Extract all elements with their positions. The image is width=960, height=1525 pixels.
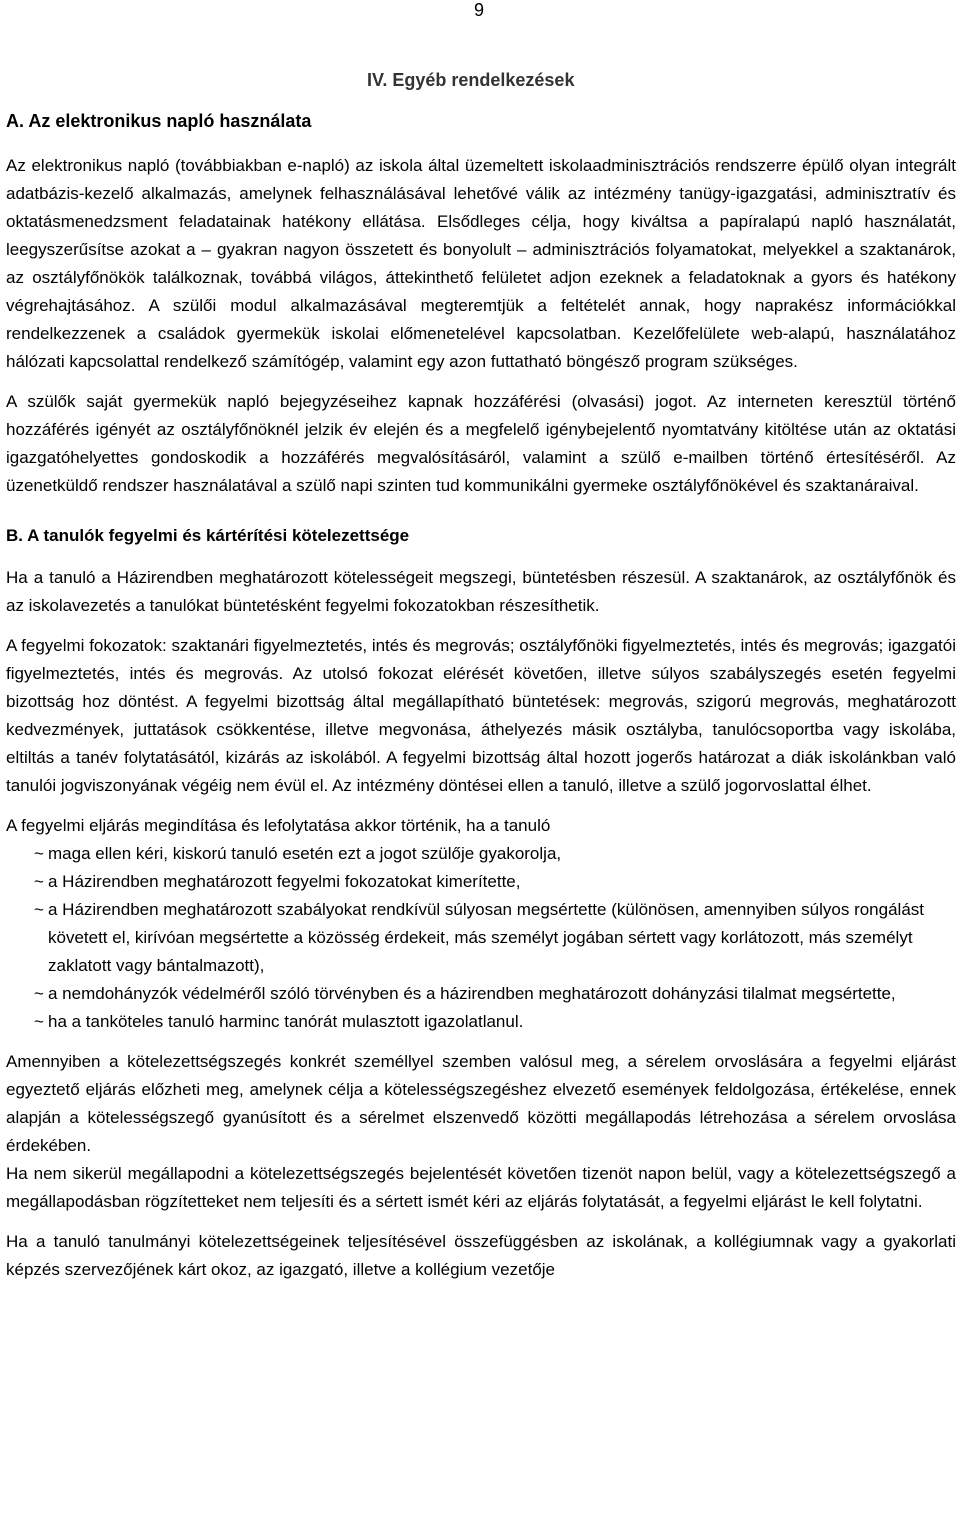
tilde-bullet: ~ — [34, 900, 44, 919]
section-a-paragraph-1: Az elektronikus napló (továbbiakban e-napló) az iskola által üzemeltett iskolaadminisztrációs rendszerre épülő olyan integrált adatbázis-kezelő alkalmazás, amelynek felhasználásával lehetővé válik az intézmény tanügy-igazgatási, adminisztratív és oktatásmenedzsment feladatainak hatékony ellátása. Elsődleges célja, hogy kiváltsa a papíralapú napló használatát, leegyszerűsítse azokat a – gyakran nagyon összetett és bonyolult – adminisztrációs folyamatokat, melyekkel a szaktanárok, az osztályfőnökök találkoznak, továbbá világos, áttekinthető felületet adjon ezeknek a feladatoknak a gyors és hatékony végrehajtásához. A szülői modul alkalmazásával megteremtjük a feltételét annak, hogy naprakész információkkal rendelkezzenek a családok gyermekük iskolai előmenetelével kapcsolatban. Kezelőfelülete web-alapú, használatához hálózati kapcsolattal rendelkező számítógép, valamint egy azon futtatható böngésző program szükséges. — [6, 156, 956, 371]
section-b-paragraph-5: Ha nem sikerül megállapodni a kötelezettségszegés bejelentését követően tizenöt napon belül, vagy a kötelezettségszegő a megállapodásban rögzítetteket nem teljesíti és a sértett ismét kéri az eljárás folytatását, a fegyelmi eljárást le kell folytatni. — [6, 1164, 956, 1211]
section-b-paragraph-6: Ha a tanuló tanulmányi kötelezettségeinek teljesítésével összefüggésben az iskolának, a kollégiumnak vagy a gyakorlati képzés szervezőjének kárt okoz, az igazgató, illetve a kollégium vezetője — [6, 1232, 956, 1279]
list-item — [6, 868, 956, 896]
list-item-text: a nemdohányzók védelméről szóló törvényben és a házirendben meghatározott dohányzási tilalmat megsértette, — [48, 984, 896, 1003]
chapter-heading: IV. Egyéb rendelkezések — [367, 70, 575, 90]
section-b-paragraph-3: A fegyelmi eljárás megindítása és lefolytatása akkor történik, ha a tanuló — [6, 816, 551, 835]
tilde-bullet: ~ — [34, 984, 44, 1003]
page-number: 9 — [474, 0, 485, 20]
list-item-text: maga ellen kéri, kiskorú tanuló esetén ezt a jogot szülője gyakorolja, — [48, 844, 562, 863]
list-item — [6, 896, 956, 980]
section-b-heading: B. A tanulók fegyelmi és kártérítési kötelezettsége — [6, 526, 410, 545]
list-item — [6, 1008, 956, 1036]
section-b-paragraph-1: Ha a tanuló a Házirendben meghatározott kötelességeit megszegi, büntetésben részesül. A szaktanárok, az osztályfőnök és az iskolavezetés a tanulókat büntetésként fegyelmi fokozatokban részesíthetik. — [6, 568, 956, 615]
condition-list — [6, 840, 956, 1036]
section-b-paragraph-4: Amennyiben a kötelezettségszegés konkrét személlyel szemben valósul meg, a sérelem orvoslására a fegyelmi eljárást egyeztető eljárás előzheti meg, amelynek célja a kötelességszegéshez elvezető események feldolgozása, értékelése, ennek alapján a kötelességszegő gyanúsított és a sérelmet elszenvedő közötti megállapodás létrehozása a sérelem orvoslása érdekében. — [6, 1052, 956, 1155]
list-item — [6, 980, 956, 1008]
section-a-paragraph-2: A szülők saját gyermekük napló bejegyzéseihez kapnak hozzáférési (olvasási) jogot. Az interneten keresztül történő hozzáférés igényét az osztályfőnöknél jelzik év elején és a megfelelő igénybejelentő nyomtatvány kitöltése után az oktatási igazgatóhelyettes gondoskodik a hozzáférés megvalósításáról, valamint a szülő e-mailben történő értesítéséről. Az üzenetküldő rendszer használatával a szülő napi szinten tud kommunikálni gyermeke osztályfőnökével és szaktanáraival. — [6, 392, 956, 495]
tilde-bullet: ~ — [34, 1012, 44, 1031]
document-body — [6, 152, 956, 1284]
tilde-bullet: ~ — [34, 872, 44, 891]
list-item — [6, 840, 956, 868]
list-item-text: ha a tanköteles tanuló harminc tanórát mulasztott igazolatlanul. — [48, 1012, 524, 1031]
list-item-text: a Házirendben meghatározott fegyelmi fokozatokat kimerítette, — [48, 872, 521, 891]
list-item-text: a Házirendben meghatározott szabályokat rendkívül súlyosan megsértette (különösen, amennyiben súlyos rongálást követett el, kirívóan megsértette a közösség érdekeit, más személyt jogában sértett vagy korlátozott, más személyt zaklatott vagy bántalmazott), — [48, 900, 924, 975]
section-a-heading: A. Az elektronikus napló használata — [6, 111, 312, 131]
tilde-bullet: ~ — [34, 844, 44, 863]
section-b-paragraph-2: A fegyelmi fokozatok: szaktanári figyelmeztetés, intés és megrovás; osztályfőnöki figyelmeztetés, intés és megrovás; igazgatói figyelmeztetés, intés és megrovás. Az utolsó fokozat elérését követően, illetve súlyos szabályszegés esetén fegyelmi bizottság hoz döntést. A fegyelmi bizottság által megállapítható büntetések: megrovás, szigorú megrovás, meghatározott kedvezmények, juttatások csökkentése, illetve megvonása, áthelyezés másik osztályba, tanulócsoportba vagy iskolába, eltiltás a tanév folytatásától, kizárás az iskolából. A fegyelmi bizottság által hozott jogerős határozat a diák iskolánkban való tanulói jogviszonyának végéig nem évül el. Az intézmény döntései ellen a tanuló, illetve a szülő jogorvoslattal élhet. — [6, 636, 956, 795]
